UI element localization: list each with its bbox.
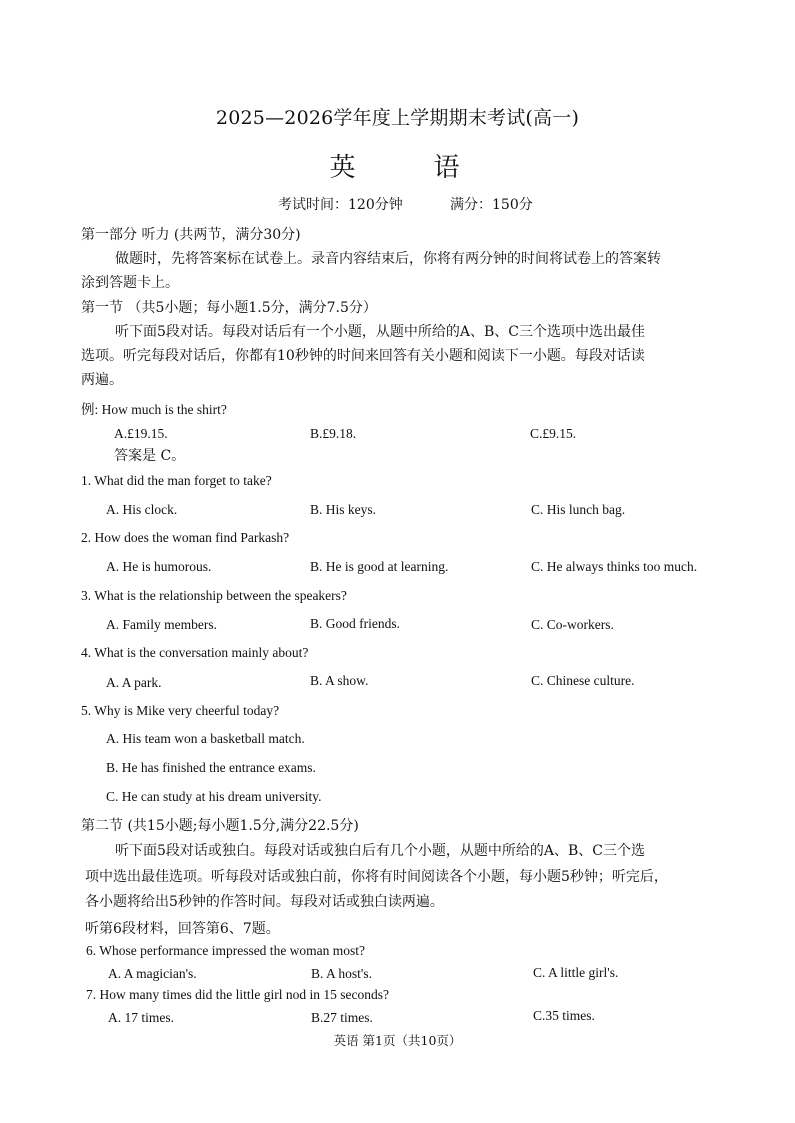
q2-option-b: B. He is good at learning. xyxy=(310,559,449,574)
question-2: 2. How does the woman find Parkash? xyxy=(81,530,290,545)
q6-option-c: C. A little girl's. xyxy=(533,965,619,980)
material-6-note: 听第6段材料，回答第6、7题。 xyxy=(85,921,280,937)
example-option-c: C.£9.15. xyxy=(530,426,577,441)
example-answer: 答案是 C。 xyxy=(114,448,186,464)
exam-title: 2025—2026学年度上学期期末考试(高一) xyxy=(215,107,580,129)
q5-option-a: A. His team won a basketball match. xyxy=(106,731,305,746)
q4-option-c: C. Chinese culture. xyxy=(531,673,635,688)
section2-line3: 各小题将给出5秒钟的作答时间。每段对话或独白读两遍。 xyxy=(85,894,444,910)
q6-option-a: A. A magician's. xyxy=(108,966,197,981)
part1-heading: 第一部分 听力 (共两节，满分30分) xyxy=(81,227,301,243)
example-question: 例: How much is the shirt? xyxy=(81,402,227,417)
q7-option-c: C.35 times. xyxy=(533,1008,595,1023)
example-option-b: B.£9.18. xyxy=(310,426,357,441)
q3-option-c: C. Co-workers. xyxy=(531,617,614,632)
q1-option-c: C. His lunch bag. xyxy=(531,502,626,517)
question-6: 6. Whose performance impressed the woman most? xyxy=(86,943,366,958)
q7-option-a: A. 17 times. xyxy=(108,1010,174,1025)
q2-option-c: C. He always thinks too much. xyxy=(531,559,698,574)
question-3: 3. What is the relationship between the speakers? xyxy=(81,588,347,603)
q3-option-a: A. Family members. xyxy=(106,617,217,632)
q3-option-b: B. Good friends. xyxy=(310,616,400,631)
example-option-a: A.£19.15. xyxy=(114,426,168,441)
subject-title: 英 语 xyxy=(329,153,486,183)
q1-option-b: B. His keys. xyxy=(310,502,377,517)
question-1: 1. What did the man forget to take? xyxy=(81,473,272,488)
q5-option-c: C. He can study at his dream university. xyxy=(106,789,322,804)
section2-line1: 听下面5段对话或独白。每段对话或独白后有几个小题，从题中所给的A、B、C三个选 xyxy=(115,843,646,859)
question-5: 5. Why is Mike very cheerful today? xyxy=(81,703,280,718)
section1-line1: 听下面5段对话。每段对话后有一个小题，从题中所给的A、B、C三个选项中选出最佳 xyxy=(115,324,646,340)
q4-option-b: B. A show. xyxy=(310,673,369,688)
section2-heading: 第二节 (共15小题;每小题1.5分,满分22.5分) xyxy=(81,818,359,834)
q7-option-b: B.27 times. xyxy=(311,1010,373,1025)
q4-option-a: A. A park. xyxy=(106,675,162,690)
q1-option-a: A. His clock. xyxy=(106,502,178,517)
q5-option-b: B. He has finished the entrance exams. xyxy=(106,760,316,775)
page-footer: 英语 第1页（共10页） xyxy=(333,1033,462,1048)
full-score: 满分：150分 xyxy=(450,197,533,213)
section1-heading: 第一节 （共5小题；每小题1.5分，满分7.5分） xyxy=(81,300,377,316)
q6-option-b: B. A host's. xyxy=(311,966,372,981)
section1-line3: 两遍。 xyxy=(81,372,123,388)
question-4: 4. What is the conversation mainly about? xyxy=(81,645,309,660)
q2-option-a: A. He is humorous. xyxy=(106,559,212,574)
part1-instruction-line2: 涂到答题卡上。 xyxy=(81,275,179,291)
question-7: 7. How many times did the little girl nod in 15 seconds? xyxy=(86,987,389,1002)
exam-time: 考试时间：120分钟 xyxy=(278,197,403,213)
part1-instruction-line1: 做题时，先将答案标在试卷上。录音内容结束后，你将有两分钟的时间将试卷上的答案转 xyxy=(115,251,661,267)
section1-line2: 选项。听完每段对话后，你都有10秒钟的时间来回答有关小题和阅读下一小题。每段对话读 xyxy=(81,348,645,364)
section2-line2: 项中选出最佳选项。听每段对话或独白前，你将有时间阅读各个小题，每小题5秒钟；听完后， xyxy=(85,869,668,885)
